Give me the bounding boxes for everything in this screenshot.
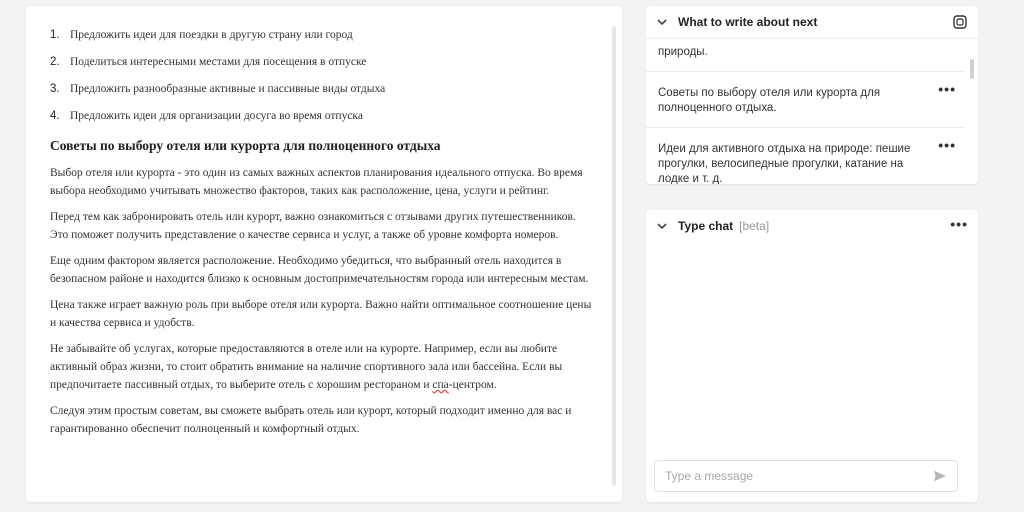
list-item bbox=[50, 107, 596, 134]
panel-header bbox=[646, 6, 978, 39]
list-number: 1. bbox=[50, 29, 60, 41]
panel-title: Type chat bbox=[678, 219, 734, 233]
suggestions-scrollbar[interactable] bbox=[970, 59, 974, 79]
list-number: 2. bbox=[50, 56, 60, 68]
editor-scrollbar[interactable] bbox=[612, 26, 616, 486]
panel-header bbox=[646, 210, 978, 242]
more-options-button[interactable]: ••• bbox=[938, 137, 956, 153]
paragraph: Следуя этим простым советам, вы сможете выбрать отель или курорт, который подходит именно для вас и гарантированно обеспечит полноценный и комфортный отдых. bbox=[50, 405, 572, 435]
more-options-button[interactable]: ••• bbox=[950, 216, 968, 232]
paragraph: Еще одним фактором является расположение. Необходимо убедиться, что выбранный отель находится в безопасном районе и находится близко к основным достопримечательностям города или интересным местам. bbox=[50, 255, 589, 285]
list-text: Предложить идеи для поездки в другую страну или город bbox=[70, 29, 353, 41]
editor-panel[interactable] bbox=[26, 6, 622, 502]
ordered-list bbox=[50, 26, 596, 134]
chat-input-box[interactable] bbox=[654, 460, 958, 492]
section-heading: Советы по выбору отеля или курорта для полноценного отдыха bbox=[50, 138, 441, 153]
suggestions-list bbox=[646, 39, 978, 184]
divider bbox=[646, 127, 964, 128]
paragraph: Цена также играет важную роль при выборе отеля или курорта. Важно найти оптимальное соотношение цены и качества сервиса и удобств. bbox=[50, 299, 592, 329]
divider bbox=[646, 71, 964, 72]
list-text: Предложить разнообразные активные и пассивные виды отдыха bbox=[70, 83, 386, 95]
beta-badge: [beta] bbox=[739, 219, 770, 233]
spellcheck-word[interactable]: спа bbox=[432, 379, 449, 391]
list-number: 3. bbox=[50, 83, 60, 95]
suggestion-item[interactable]: Идеи для активного отдыха на природе: пешие прогулки, велосипедные прогулки, катание на лодке и т. д. bbox=[658, 143, 911, 184]
list-item bbox=[50, 26, 596, 53]
more-options-button[interactable]: ••• bbox=[938, 81, 956, 97]
paragraph-text: -центром. bbox=[448, 379, 497, 391]
paragraph bbox=[50, 340, 596, 394]
panel-title: What to write about next bbox=[678, 15, 818, 29]
paragraph: Перед тем как забронировать отель или курорт, важно ознакомиться с отзывами других путешественников. Это поможет получить представление о качестве сервиса и услуг, а также об уровне комфорта номеров. bbox=[50, 211, 576, 241]
message-input[interactable] bbox=[663, 468, 933, 484]
list-item bbox=[50, 53, 596, 80]
list-text: Поделиться интересными местами для посещения в отпуске bbox=[70, 56, 367, 68]
list-text: Предложить идеи для организации досуга во время отпуска bbox=[70, 110, 363, 122]
list-number: 4. bbox=[50, 110, 60, 122]
send-icon[interactable] bbox=[933, 469, 947, 483]
suggestion-item[interactable]: Советы по выбору отеля или курорта для полноценного отдыха. bbox=[658, 87, 881, 114]
list-item bbox=[50, 80, 596, 107]
editor-content[interactable] bbox=[50, 26, 596, 446]
chevron-down-icon[interactable] bbox=[656, 16, 668, 28]
paragraph-text: Не забывайте об услугах, которые предоставляются в отеле или на курорте. Например, если вы любите активный образ жизни, то стоит обратить внимание на наличие спортивного зала или бассейна. Если вы предпочитаете пассивный отдых, то выберите отель с хорошим рестораном и bbox=[50, 343, 563, 391]
chevron-down-icon[interactable] bbox=[656, 220, 668, 232]
suggestion-cut-text[interactable]: природы. bbox=[658, 46, 708, 58]
chat-panel bbox=[646, 210, 978, 502]
paragraph: Выбор отеля или курорта - это один из самых важных аспектов планирования идеального отпуска. Во время выбора необходимо учитывать множество факторов, таких как расположение, цена, услуги и рейтинг. bbox=[50, 167, 583, 197]
next-suggestions-panel bbox=[646, 6, 978, 184]
copy-icon[interactable] bbox=[952, 14, 968, 35]
